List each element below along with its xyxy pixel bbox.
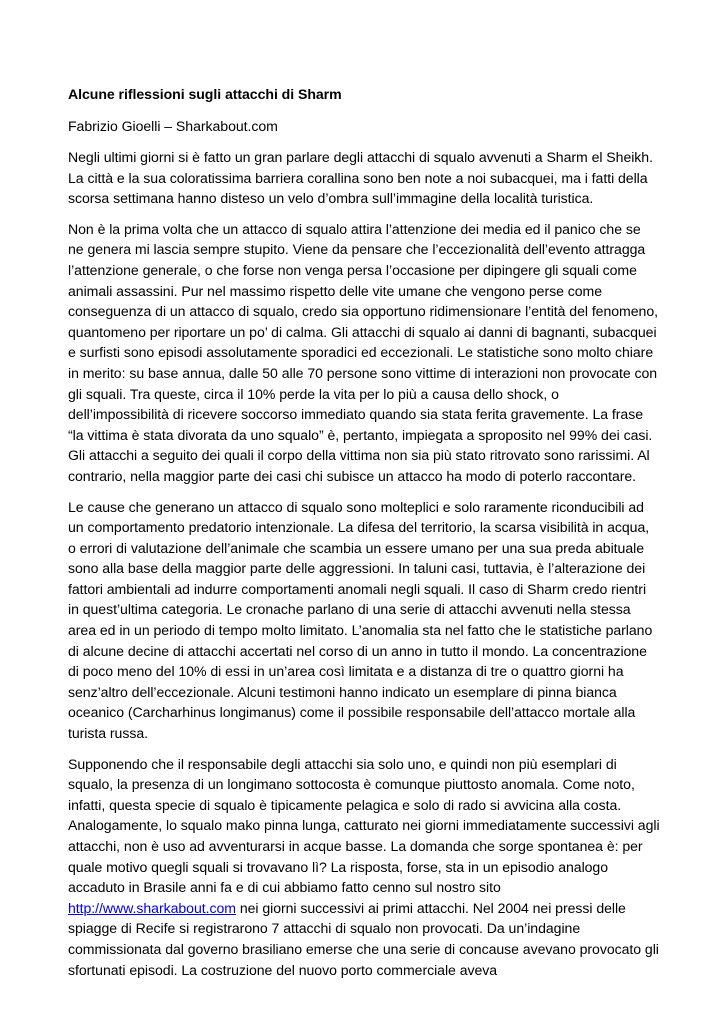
paragraph-1: Negli ultimi giorni si è fatto un gran parlare degli attacchi di squalo avvenuti a Sharm el Sheikh. La città e la sua coloratissima barriera corallina sono ben note a noi subacquei, ma i fatti della scorsa settimana hanno disteso un velo d’ombra sull’immagine della località turistica. [68,149,653,207]
paragraph-4 [68,754,660,981]
paragraph-4-text-after-link: nei giorni successivi ai primi attacchi. Nel 2004 nei pressi delle spiagge di Recife si registrarono 7 attacchi di squalo non provocati. Da un’indagine commissionata dal governo brasiliano emerse che una serie di concause avevano provocato gli sfortunati episodi. La costruzione del nuovo porto commerciale aveva [68,899,659,978]
author-line: Fabrizio Gioelli – Sharkabout.com [68,118,278,134]
document-page [68,84,660,990]
paragraph-4-text-before-link: Supponendo che il responsabile degli attacchi sia solo uno, e quindi non più esemplari di squalo, la presenza di un longimano sottocosta è comunque piuttosto anomala. Come noto, infatti, questa specie di squalo è tipicamente pelagica e solo di rado si avvicina alla costa. Analogamente, lo squalo mako pinna lunga, catturato nei giorni immediatamente successivi agli attacchi, non è uso ad avventurarsi in acque basse. La domanda che sorge spontanea è: per quale motivo quegli squali si trovavano lì? La risposta, forse, sta in un episodio analogo accaduto in Brasile anni fa e di cui abbiamo fatto cenno sul nostro sito [68,755,660,896]
document-title: Alcune riflessioni sugli attacchi di Sharm [68,86,342,102]
paragraph-3: Le cause che generano un attacco di squalo sono molteplici e solo raramente riconducibili ad un comportamento predatorio intenzionale. La difesa del territorio, la scarsa visibilità in acqua, o errori di valutazione dell’animale che scambia un essere umano per una sua preda abituale sono alla base della maggior parte delle aggressioni. In taluni casi, tuttavia, è l’alterazione dei fattori ambientali ad indurre comportamenti anomali negli squali. Il caso di Sharm credo rientri in quest’ultima categoria. Le cronache parlano di una serie di attacchi avvenuti nella stessa area ed in un periodo di tempo molto limitato. L’anomalia sta nel fatto che le statistiche parlano di alcune decine di attacchi accertati nel corso di un anno in tutto il mondo. La concentrazione di poco meno del 10% di essi in un’area così limitata e a distanza di tre o quattro giorni ha senz’altro dell’eccezionale. Alcuni testimoni hanno indicato un esemplare di pinna bianca oceanico (Carcharhinus longimanus) come il possibile responsabile dell’attacco mortale alla turista russa. [68,498,653,742]
paragraph-2: Non è la prima volta che un attacco di squalo attira l’attenzione dei media ed il panico che se ne genera mi lascia sempre stupito. Viene da pensare che l’eccezionalità dell’evento attragga l’attenzione generale, o che forse non venga persa l’occasione per dipingere gli squali come animali assassini. Pur nel massimo rispetto delle vite umane che vengono perse come conseguenza di un attacco di squalo, credo sia opportuno ridimensionare l’entità del fenomeno, quantomeno per riportare un po’ di calma. Gli attacchi di squalo ai danni di bagnanti, subacquei e surfisti sono episodi assolutamente sporadici ed eccezionali. Le statistiche sono molto chiare in merito: su base annua, dalle 50 alle 70 persone sono vittime di interazioni non provocate con gli squali. Tra queste, circa il 10% perde la vita per lo più a causa dello shock, o dell’impossibilità di ricevere soccorso immediato quando sia stata ferita gravemente. La frase “la vittima è stata divorata da uno squalo” è, pertanto, impiegata a sproposito nel 99% dei casi. Gli attacchi a seguito dei quali il corpo della vittima non sia più stato ritrovato sono rarissimi. Al contrario, nella maggior parte dei casi chi subisce un attacco ha modo di poterlo raccontare. [68,220,658,484]
sharkabout-link[interactable]: http://www.sharkabout.com [68,899,236,916]
